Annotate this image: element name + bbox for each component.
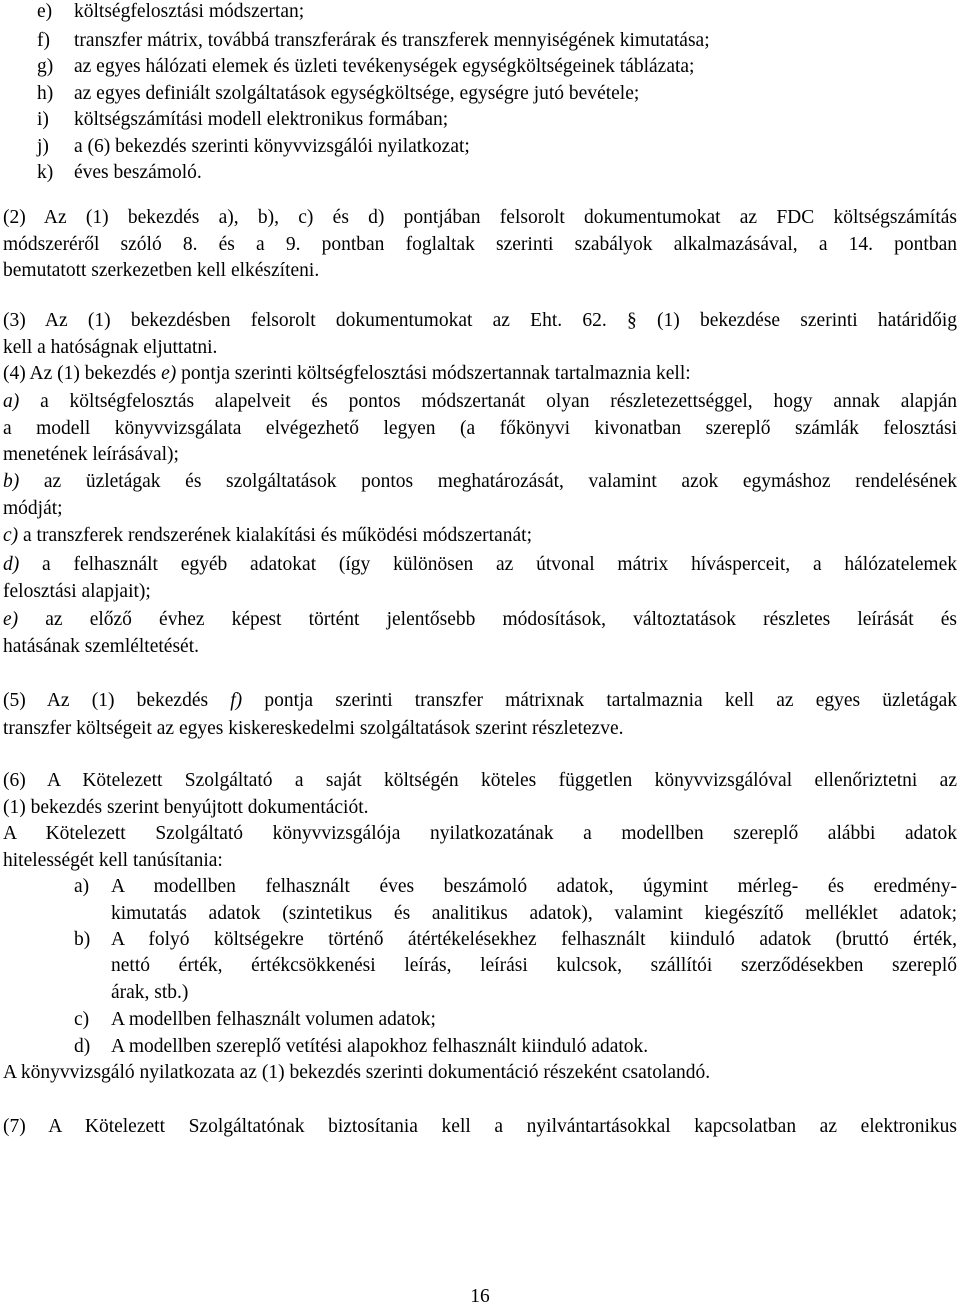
list-text: nettó érték, értékcsökkenési leírás, leírási kulcsok, szállítói szerződésekben szereplő	[111, 955, 957, 976]
text-run: a transzferek rendszerének kialakítási és működési módszertanát;	[18, 525, 532, 546]
paragraph-line: (6) A Kötelezett Szolgáltató a saját költségén köteles független könyvvizsgálóval ellenőriztetni az	[3, 770, 957, 791]
paragraph-line: transzfer költségeit az egyes kiskereskedelmi szolgáltatások szerint részletezve.	[3, 718, 624, 739]
item-label: d)	[3, 554, 20, 575]
list-label: j)	[37, 136, 49, 157]
paragraph-line: kell a hatóságnak eljuttatni.	[3, 337, 218, 358]
text-run: pontja szerinti transzfer mátrixnak tartalmaznia kell az egyes üzletágak	[242, 690, 957, 711]
paragraph-line: (2) Az (1) bekezdés a), b), c) és d) pontjában felsorolt dokumentumokat az FDC költségszámítás	[3, 207, 957, 228]
text-run: az előző évhez képest történt jelentősebb módosítások, változtatások részletes leírását és	[18, 609, 957, 630]
list-text: az egyes definiált szolgáltatások egységköltsége, egységre jutó bevétele;	[74, 83, 640, 104]
list-text: költségszámítási modell elektronikus formában;	[74, 109, 449, 130]
list-text: A modellben felhasznált éves beszámoló adatok, úgymint mérleg- és eredmény-	[111, 876, 957, 897]
item-label: b)	[3, 471, 20, 492]
paragraph-line: felosztási alapjait);	[3, 581, 151, 602]
paragraph-line	[3, 607, 957, 633]
list-label: h)	[37, 83, 54, 104]
paragraph-line	[3, 389, 957, 415]
list-label: e)	[37, 1, 53, 22]
paragraph-line: hitelességét kell tanúsítania:	[3, 850, 223, 871]
paragraph-line: (3) Az (1) bekezdésben felsorolt dokumentumokat az Eht. 62. § (1) bekezdése szerinti határidőig	[3, 310, 957, 331]
text-run: a felhasznált egyéb adatokat (így különösen az útvonal mátrix hívásperceit, a hálózatelemek	[19, 554, 957, 575]
list-text: transzfer mátrix, továbbá transzferárak és transzferek mennyiségének kimutatása;	[74, 30, 710, 51]
list-label: c)	[74, 1009, 90, 1030]
list-text: az egyes hálózati elemek és üzleti tevékenységek egységköltségeinek táblázata;	[74, 56, 695, 77]
text-run-italic: f)	[230, 690, 243, 711]
paragraph-line: hatásának szemléltetését.	[3, 636, 199, 657]
item-label: e)	[3, 609, 19, 630]
paragraph-line	[3, 688, 957, 714]
text-run: (5) Az (1) bekezdés	[3, 690, 231, 711]
paragraph-line	[3, 523, 532, 549]
text-run: a költségfelosztás alapelveit és pontos módszertanát olyan részletezettséggel, hogy annak alapján	[19, 391, 957, 412]
paragraph-line: A könyvvizsgáló nyilatkozata az (1) bekezdés szerinti dokumentáció részeként csatolandó.	[3, 1062, 711, 1083]
paragraph-line: menetének leírásával);	[3, 444, 179, 465]
paragraph-line: (7) A Kötelezett Szolgáltatónak biztosítania kell a nyilvántartásokkal kapcsolatban az elektronikus	[3, 1116, 957, 1137]
paragraph-line: módszeréről szóló 8. és a 9. pontban foglaltak szerinti szabályok alkalmazásával, a 14. pontban	[3, 234, 957, 255]
page-number: 16	[470, 1286, 490, 1307]
list-text: éves beszámoló.	[74, 162, 202, 183]
list-label: k)	[37, 162, 54, 183]
list-text: a (6) bekezdés szerinti könyvvizsgálói nyilatkozat;	[74, 136, 470, 157]
paragraph-line	[3, 552, 957, 578]
text-run-italic: e)	[161, 363, 177, 384]
list-text: költségfelosztási módszertan;	[74, 1, 305, 22]
list-label: a)	[74, 876, 90, 897]
paragraph-line: A Kötelezett Szolgáltató könyvvizsgálója nyilatkozatának a modellben szereplő alábbi adatok	[3, 823, 957, 844]
paragraph-line: módját;	[3, 498, 63, 519]
paragraph-line	[3, 469, 957, 495]
list-text: A folyó költségekre történő átértékelésekhez felhasznált kiinduló adatok (bruttó érték,	[111, 929, 957, 950]
text-run: az üzletágak és szolgáltatások pontos meghatározását, valamint azok egymáshoz rendelésének	[19, 471, 957, 492]
list-label: i)	[37, 109, 49, 130]
paragraph-line: bemutatott szerkezetben kell elkészíteni.	[3, 260, 320, 281]
list-text: kimutatás adatok (szintetikus és analitikus adatok), valamint kiegészítő melléklet adatok;	[111, 903, 957, 924]
paragraph-line: a modell könyvvizsgálata elvégezhető legyen (a főkönyvi kivonatban szereplő számlák felosztási	[3, 418, 957, 439]
paragraph-line: (1) bekezdés szerint benyújtott dokumentációt.	[3, 797, 369, 818]
list-label: b)	[74, 929, 91, 950]
list-label: d)	[74, 1036, 91, 1057]
list-label: g)	[37, 56, 54, 77]
paragraph-line	[3, 361, 691, 387]
list-text: A modellben szereplő vetítési alapokhoz felhasznált kiinduló adatok.	[111, 1036, 649, 1057]
list-label: f)	[37, 30, 50, 51]
list-text: árak, stb.)	[111, 982, 189, 1003]
item-label: a)	[3, 391, 20, 412]
item-label: c)	[3, 525, 19, 546]
text-run: pontja szerinti költségfelosztási módszertannak tartalmaznia kell:	[176, 363, 691, 384]
text-run: (4) Az (1) bekezdés	[3, 363, 162, 384]
list-text: A modellben felhasznált volumen adatok;	[111, 1009, 436, 1030]
